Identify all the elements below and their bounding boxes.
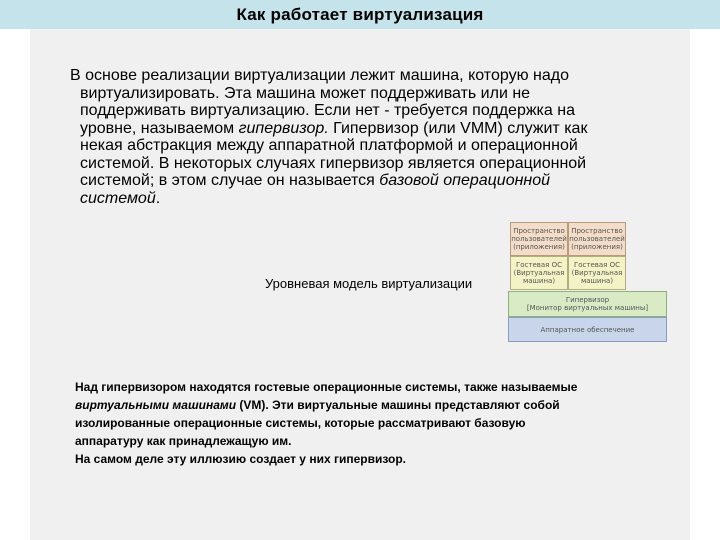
cell-text: машина) — [580, 277, 614, 285]
intro-paragraph — [58, 67, 658, 207]
intro-line — [58, 172, 658, 190]
bottom-line: Над гипервизором находятся гостевые операционные системы, также называемые — [75, 380, 578, 394]
cell-text: (приложения) — [513, 243, 565, 251]
bottom-line: изолированные операционные системы, которые рассматривают базовую — [75, 416, 526, 430]
intro-text — [58, 67, 658, 207]
term-base-os: базовой операционной — [379, 172, 550, 189]
intro-line — [58, 190, 658, 208]
cell-text: пользователей — [511, 235, 567, 243]
intro-text-part: Гипервизор (или VMM) служит как — [328, 119, 588, 137]
virtualization-diagram — [508, 222, 667, 342]
user-space-block-1 — [510, 222, 568, 256]
bottom-text-part: (VM). Эти виртуальные машины представляют собой — [236, 398, 560, 412]
cell-text: машина) — [522, 277, 556, 285]
bottom-line: На самом деле эту иллюзию создает у них гипервизор. — [75, 452, 406, 466]
cell-text: [Монитор виртуальных машины] — [526, 304, 649, 312]
term-base-os-cont: системой — [80, 189, 156, 207]
guest-os-block-2 — [568, 256, 626, 290]
intro-line: поддерживать виртуализацию. Если нет - требуется поддержка на — [80, 102, 575, 119]
guest-os-block-1 — [510, 256, 568, 290]
term-hypervisor: гипервизор. — [238, 119, 329, 137]
intro-text-part: системой; в этом случае он называется — [80, 172, 380, 189]
term-virtual-machines: виртуальными машинами — [75, 398, 237, 412]
diagram-caption: Уровневая модель виртуализации — [265, 276, 473, 291]
cell-text: (Виртуальная — [513, 269, 565, 277]
user-space-block-2 — [568, 222, 626, 256]
intro-line: некая абстракция между аппаратной платформой и операционной — [80, 137, 578, 154]
intro-line — [58, 120, 658, 138]
cell-text: Гипервизор — [565, 296, 610, 304]
cell-text: пользователей — [569, 235, 625, 243]
hypervisor-block — [508, 291, 667, 317]
intro-text-part: уровне, называемом — [80, 119, 239, 137]
bottom-text — [75, 378, 675, 468]
cell-text: Гостевая ОС — [515, 261, 563, 269]
hardware-block — [508, 317, 667, 342]
slide-title: Как работает виртуализация — [236, 4, 484, 24]
cell-text: Гостевая ОС — [573, 261, 621, 269]
cell-text: Пространство — [571, 227, 623, 235]
intro-line: системой. В некоторых случаях гипервизор является операционной — [80, 154, 587, 172]
cell-text: (Виртуальная — [571, 269, 623, 277]
cell-text: Аппаратное обеспечение — [540, 325, 635, 334]
intro-line: виртуализировать. Эта машина может поддерживать или не — [80, 84, 531, 102]
cell-text: (приложения) — [571, 243, 623, 251]
title-bar — [0, 0, 720, 29]
bottom-line: аппаратуру как принадлежащую им. — [75, 434, 292, 448]
intro-line: В основе реализации виртуализации лежит машина, которую надо — [70, 67, 569, 84]
cell-text: Пространство — [513, 227, 565, 235]
intro-text-part: . — [155, 189, 161, 207]
bottom-line — [75, 396, 675, 414]
